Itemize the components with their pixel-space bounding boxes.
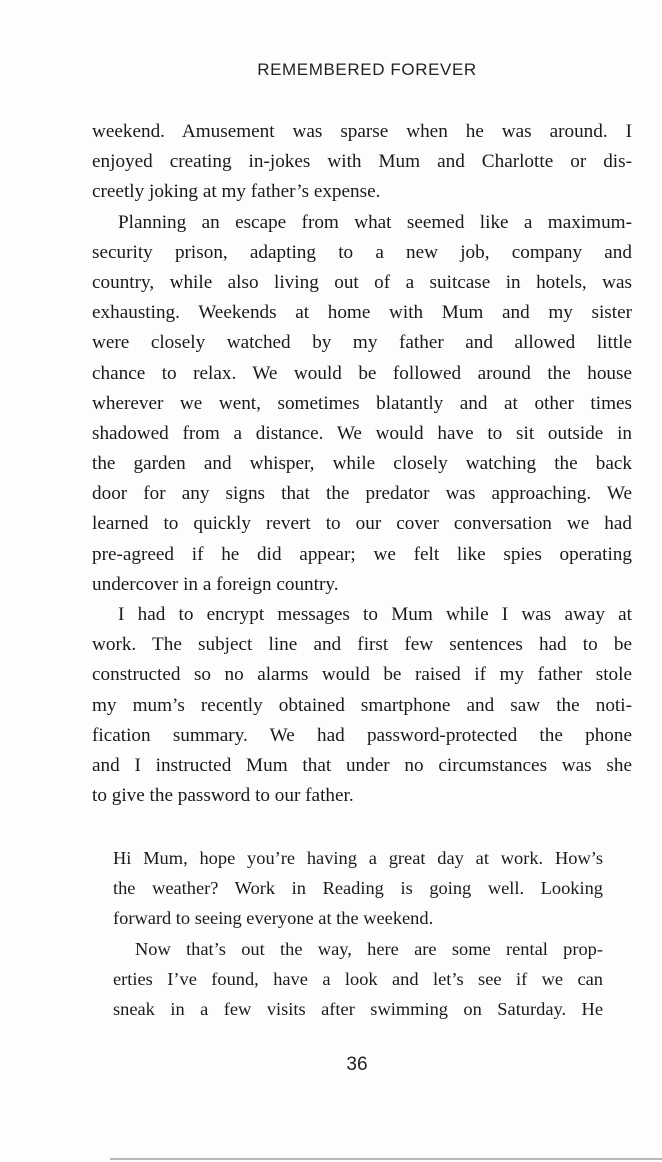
message-line: Now that’s out the way, here are some rental prop-: [135, 938, 603, 959]
running-head: REMEMBERED FOREVER: [257, 60, 477, 79]
body-line: constructed so no alarms would be raised if my father stole: [92, 664, 632, 686]
body-line: wherever we went, sometimes blatantly and at other times: [92, 392, 632, 414]
body-line: were closely watched by my father and allowed little: [92, 332, 632, 354]
body-text: [92, 117, 632, 811]
body-line: exhausting. Weekends at home with Mum and my sister: [92, 302, 632, 324]
page-number: 36: [346, 1054, 368, 1075]
body-line: my mum’s recently obtained smartphone and saw the noti-: [92, 694, 632, 716]
body-line: pre-agreed if he did appear; we felt like spies operating: [92, 543, 632, 565]
body-line: and I instructed Mum that under no circumstances was she: [92, 754, 632, 776]
body-line: creetly joking at my father’s expense.: [92, 181, 381, 203]
body-line: I had to encrypt messages to Mum while I was away at: [118, 604, 632, 625]
body-line: learned to quickly revert to our cover conversation we had: [92, 513, 632, 535]
message-line: sneak in a few visits after swimming on Saturday. He: [113, 998, 603, 1019]
body-line: chance to relax. We would be followed around the house: [92, 362, 632, 384]
body-line: to give the password to our father.: [92, 785, 354, 807]
body-line: security prison, adapting to a new job, company and: [92, 241, 632, 263]
body-line: work. The subject line and first few sentences had to be: [92, 634, 632, 656]
page-edge-divider: [110, 1158, 662, 1160]
body-line: fication summary. We had password-protected the phone: [92, 724, 632, 746]
message-line: forward to seeing everyone at the weekend.: [113, 908, 434, 929]
body-line: Planning an escape from what seemed like a maximum-: [118, 211, 632, 233]
message-line: the weather? Work in Reading is going well. Looking: [113, 878, 603, 899]
body-line: shadowed from a distance. We would have to sit outside in: [92, 422, 632, 444]
message-line: erties I’ve found, have a look and let’s see if we can: [113, 968, 603, 989]
quoted-message: [113, 843, 603, 1024]
body-line: enjoyed creating in-jokes with Mum and Charlotte or dis-: [92, 151, 632, 173]
body-line: door for any signs that the predator was approaching. We: [92, 483, 632, 505]
body-line: weekend. Amusement was sparse when he was around. I: [92, 121, 632, 142]
body-line: undercover in a foreign country.: [92, 573, 339, 595]
body-line: the garden and whisper, while closely watching the back: [92, 453, 632, 475]
message-line: Hi Mum, hope you’re having a great day at work. How’s: [113, 848, 603, 868]
body-line: country, while also living out of a suitcase in hotels, was: [92, 271, 632, 293]
